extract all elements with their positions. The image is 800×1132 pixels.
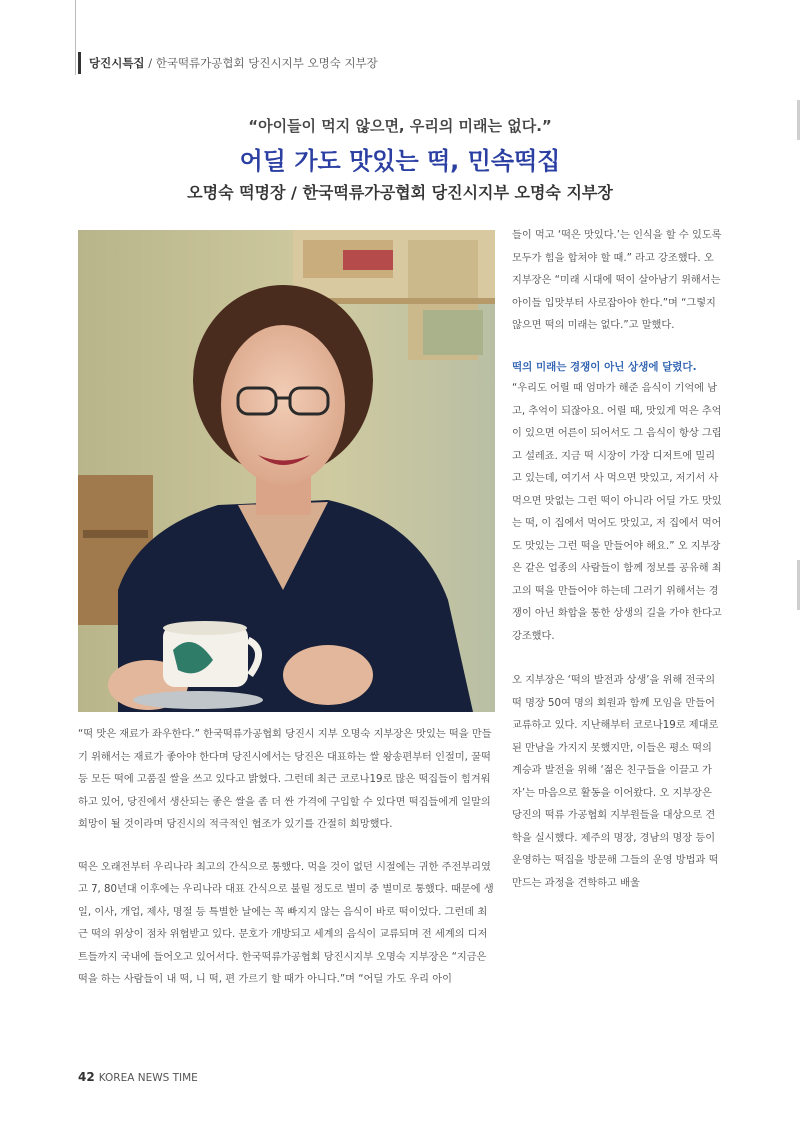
page-footer xyxy=(78,1070,198,1084)
paragraph: 떡은 오래전부터 우리나라 최고의 간식으로 통했다. 먹을 것이 없던 시절에는 귀한 주전부리였고 7, 80년대 이후에는 우리나라 대표 간식으로 불릴 정도로 별미 중 별미로 통했다. 때문에 생일, 이사, 개업, 제사, 명절 등 특별한 날에는 꼭 빠지지 않는 음식이 바로 떡이었다. 그런데 최근 떡의 위상이 점차 위협받고 있다. 문호가 개방되고 세계의 음식이 교류되며 전 세계의 디저트들까지 국내에 들어오고 있어서다. 한국떡류가공협회 당진시지부 오명숙 지부장은 “지금은 떡을 하는 사람들이 내 떡, 니 떡, 편 가르기 할 때가 아니다.”며 “어딜 가도 우리 아이 xyxy=(78,861,494,985)
paragraph: “우리도 어릴 때 엄마가 해준 음식이 기억에 남고, 추억이 되잖아요. 어릴 때, 맛있게 먹은 추억이 있으면 어른이 되어서도 그 음식이 항상 그립고 설레죠. 지금 떡 시장이 가장 디저트에 밀리고 있는데, 여기서 사 먹으면 맛있고, 저기서 사 먹으면 맛없는 그런 떡이 아니라 어딜 가도 맛있는 떡, 이 집에서 먹어도 맛있고, 저 집에서 먹어도 맛있는 그런 떡을 만들어야 해요.” 오 지부장은 같은 업종의 사람들이 함께 정보를 공유해 최고의 떡을 만들어야 하는데 그러기 위해서는 경쟁이 아닌 화합을 통한 상생의 길을 가야 한다고 강조했다. xyxy=(512,383,722,642)
section-subheading: 떡의 미래는 경쟁이 아닌 상생에 달렸다. xyxy=(512,360,697,373)
article-title: 어딜 가도 맛있는 떡, 민속떡집 xyxy=(239,147,561,175)
paragraph: 오 지부장은 ‘떡의 발전과 상생’을 위해 전국의 떡 명장 50여 명의 회원과 함께 모임을 만들어 교류하고 있다. 지난해부터 코로나19로 제대로 된 만남을 가지지 못했지만, 이들은 평소 떡의 계승과 발전을 위해 ‘젊은 친구들을 이끌고 가자’는 마음으로 활동을 이어왔다. 오 지부장은 당진의 떡류 가공협회 지부원들을 대상으로 견학을 실시했다. 제주의 명장, 경남의 명장 등이 운영하는 떡집을 방문해 그들의 운영 방법과 떡 만드는 과정을 견학하고 배울 xyxy=(512,675,719,889)
paragraph: “떡 맛은 재료가 좌우한다.” 한국떡류가공협회 당진시 지부 오명숙 지부장은 맛있는 떡을 만들기 위해서는 재료가 좋아야 한다며 당진시에서는 당진은 대표하는 쌀 왕송편부터 인절미, 꿀떡 등 모든 떡에 고품질 쌀을 쓰고 있다고 밝혔다. 그런데 최근 코로나19로 많은 떡집들이 힘겨워하고 있어, 당진에서 생산되는 좋은 쌀을 좀 더 싼 가격에 구입할 수 있다면 떡집들에게 일말의 희망이 될 것이라며 당진시의 적극적인 협조가 있기를 간절히 희망했다. xyxy=(78,729,492,830)
section-header xyxy=(78,52,378,74)
header-subject: 한국떡류가공협회 당진시지부 오명숙 지부장 xyxy=(155,56,378,70)
pull-quote: “아이들이 먹지 않으면, 우리의 미래는 없다.” xyxy=(248,117,552,135)
portrait-illustration xyxy=(78,230,495,712)
article-body-right xyxy=(512,225,724,895)
page-number: 42 xyxy=(78,1070,95,1084)
paragraph: 들이 먹고 ‘떡은 맛있다.’는 인식을 할 수 있도록 모두가 힘을 합쳐야 할 때.” 라고 강조했다. 오 지부장은 “미래 시대에 떡이 살아남기 위해서는 아이들 입맛부터 사로잡아야 한다.”며 “그렇지 않으면 떡의 미래는 없다.”고 말했다. xyxy=(512,230,722,331)
top-rule xyxy=(75,0,76,75)
publication-name: KOREA NEWS TIME xyxy=(98,1072,198,1084)
header-separator: / xyxy=(144,56,156,70)
section-name: 당진시특집 xyxy=(89,56,145,70)
portrait-photo xyxy=(78,230,495,712)
article-subtitle: 오명숙 떡명장 / 한국떡류가공협회 당진시지부 오명숙 지부장 xyxy=(187,183,613,202)
article-body-left xyxy=(78,724,495,992)
